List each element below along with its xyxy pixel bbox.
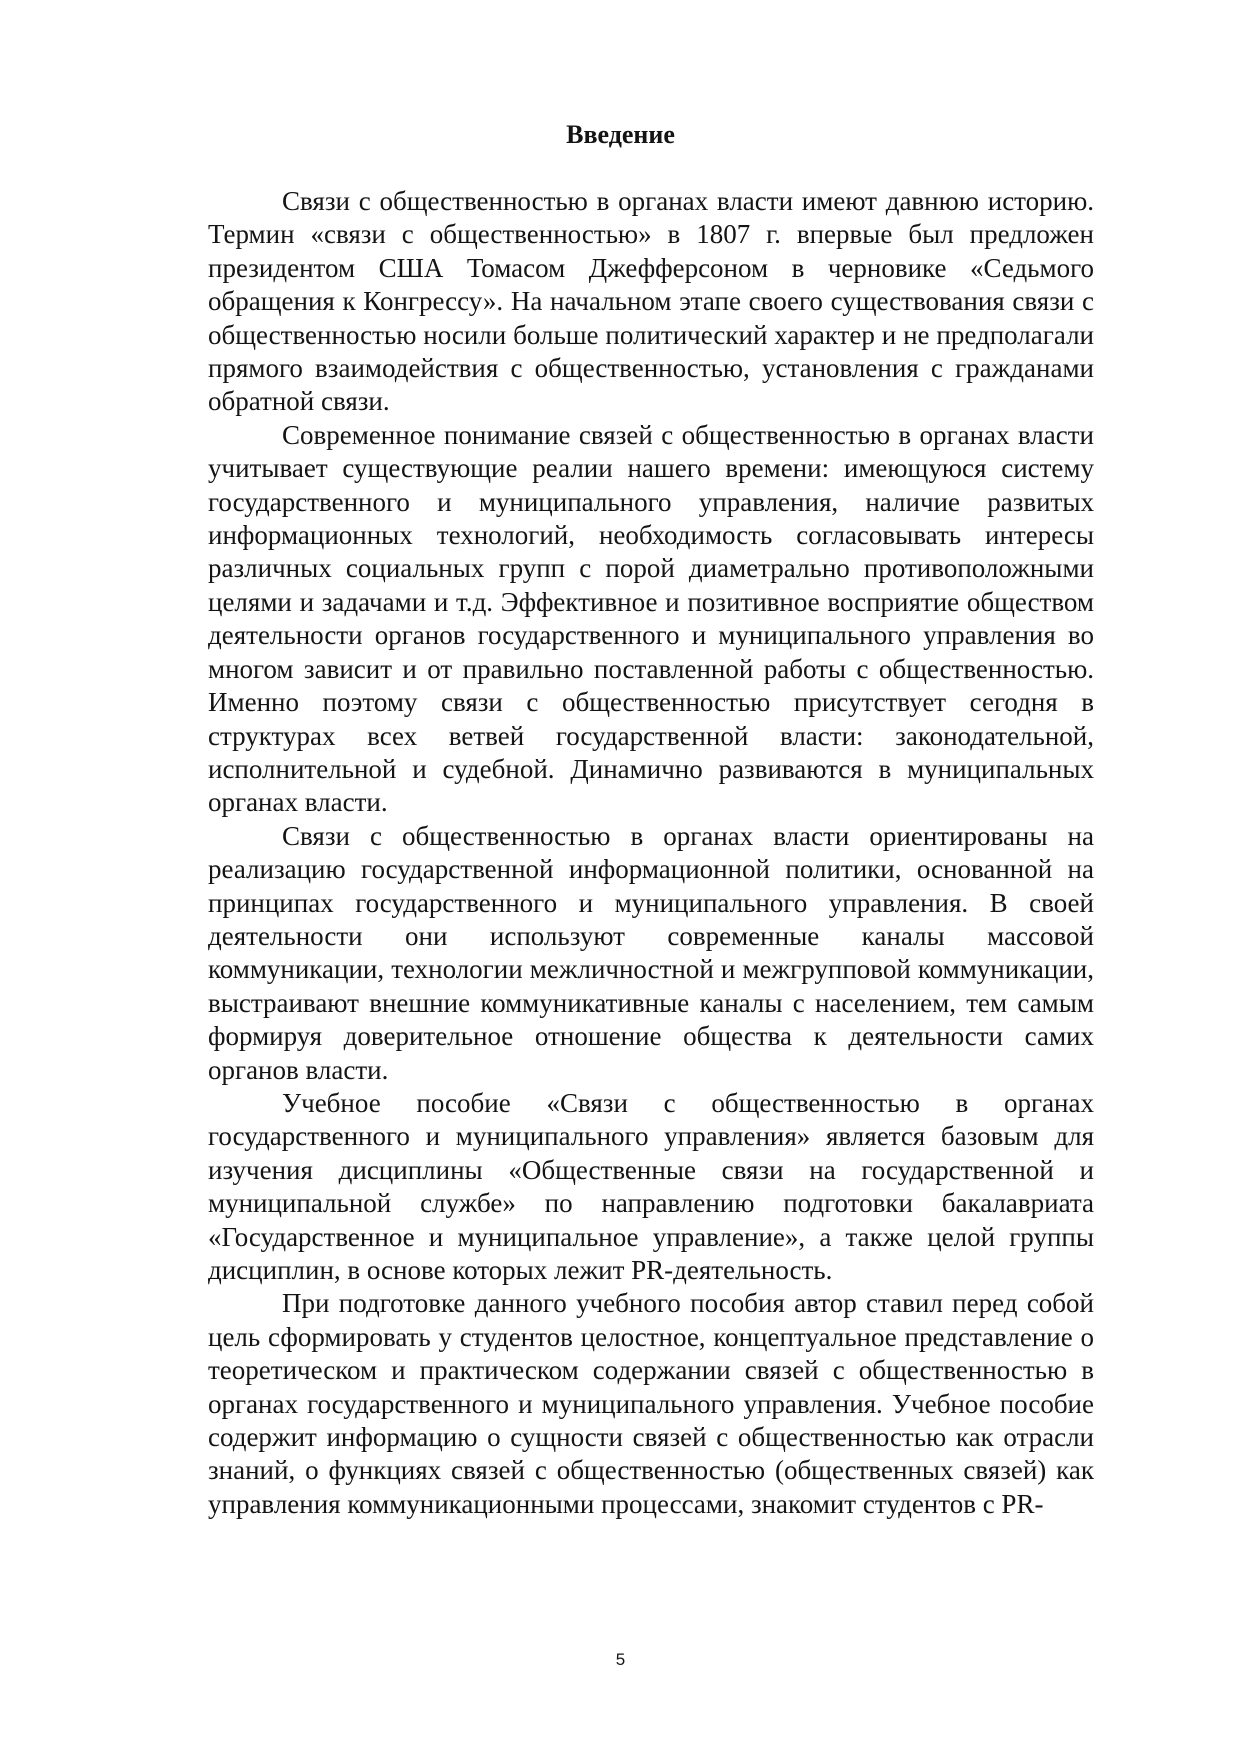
- page-title: Введение: [566, 120, 675, 149]
- paragraph-1: Связи с общественностью в органах власти имеют давнюю историю. Термин «связи с общественностью» в 1807 г. впервые был предложен президентом США Томасом Джефферсоном в черновике «Седьмого обращения к Конгрессу». На начальном этапе своего существования связи с общественностью носили больше политический характер и не предполагали прямого взаимодействия с общественностью, установления с гражданами обратной связи.: [208, 186, 1094, 417]
- paragraph-2: Современное понимание связей с общественностью в органах власти учитывает существующие реалии нашего времени: имеющуюся систему государственного и муниципального управления, наличие развитых информационных технологий, необходимость согласовывать интересы различных социальных групп с порой диаметрально противоположными целями и задачами и т.д. Эффективное и позитивное восприятие обществом деятельности органов государственного и муниципального управления во многом зависит и от правильно поставленной работы с общественностью. Именно поэтому связи с общественностью присутствует сегодня в структурах всех ветвей государственной власти: законодательной, исполнительной и судебной. Динамично развиваются в муниципальных органах власти.: [208, 419, 1094, 818]
- paragraph-3: Связи с общественностью в органах власти ориентированы на реализацию государственной информационной политики, основанной на принципах государственного и муниципального управления. В своей деятельности они используют современные каналы массовой коммуникации, технологии межличностной и межгрупповой коммуникации, выстраивают внешние коммуникативные каналы с населением, тем самым формируя доверительное отношение общества к деятельности самих органов власти.: [208, 820, 1094, 1085]
- body-text: [208, 185, 1094, 1521]
- page-number: 5: [615, 1650, 626, 1669]
- paragraph-5: При подготовке данного учебного пособия автор ставил перед собой цель сформировать у студентов целостное, концептуальное представление о теоретическом и практическом содержании связей с общественностью в органах государственного и муниципального управления. Учебное пособие содержит информацию о сущности связей с общественностью как отрасли знаний, о функциях связей с общественностью (общественных связей) как управления коммуникационными процессами, знакомит студентов с PR-: [208, 1288, 1094, 1519]
- paragraph-4: Учебное пособие «Связи с общественностью в органах государственного и муниципального управления» является базовым для изучения дисциплины «Общественные связи на государственной и муниципальной службе» по направлению подготовки бакалавриата «Государственное и муниципальное управление», а также целой группы дисциплин, в основе которых лежит PR-деятельность.: [208, 1087, 1094, 1285]
